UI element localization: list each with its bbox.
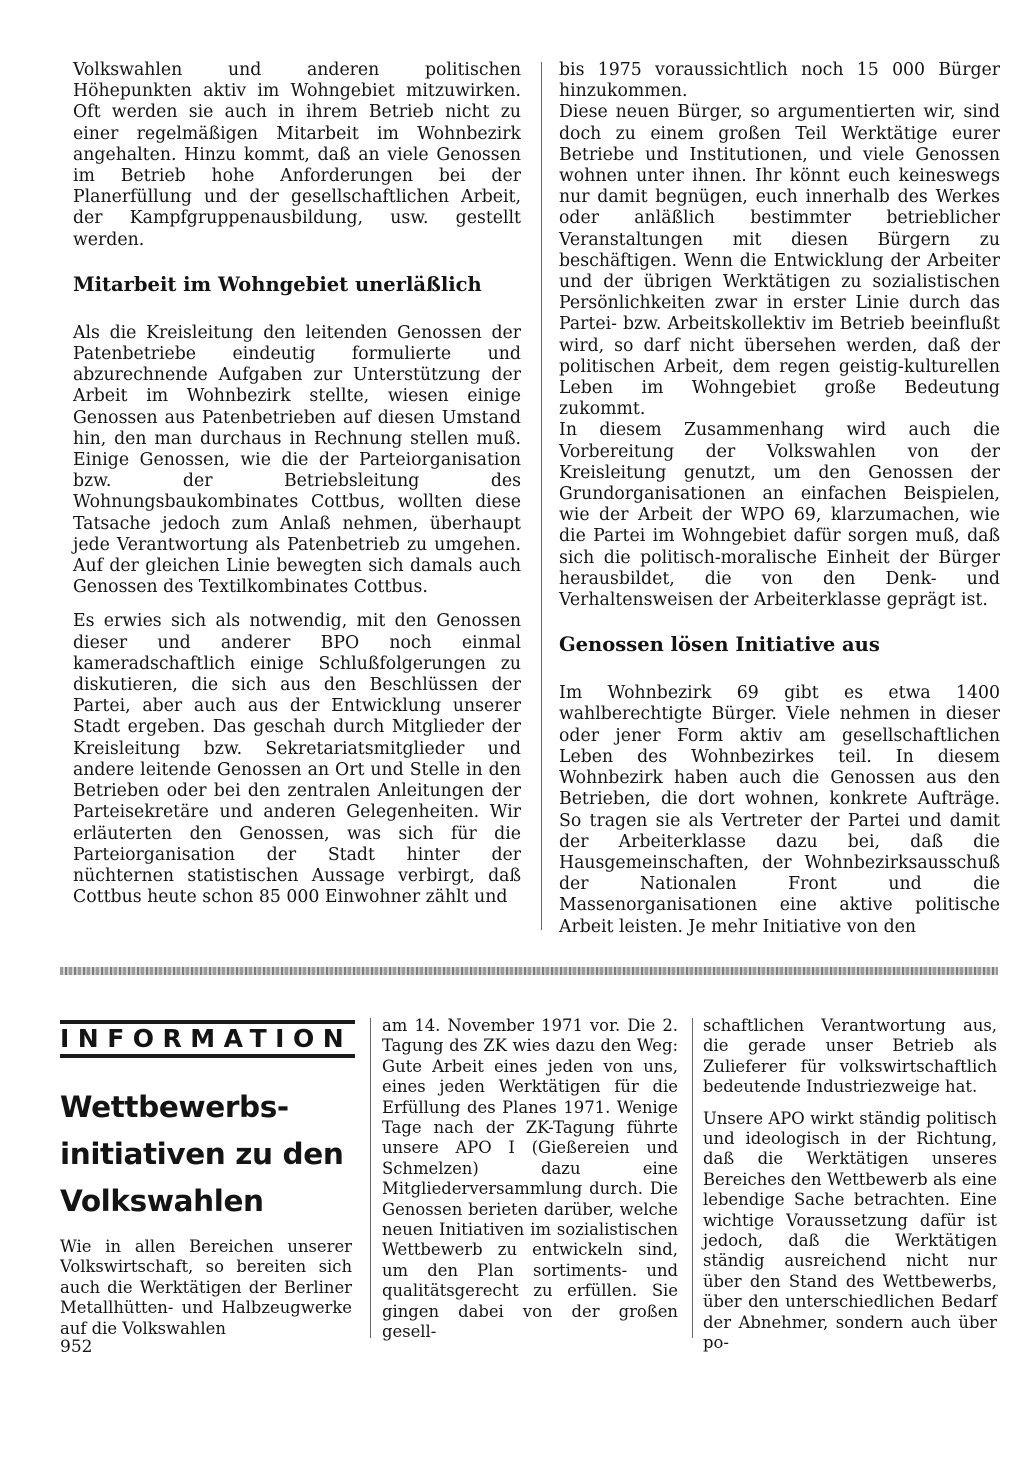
- article-left-column: [73, 60, 521, 908]
- headline-line: Volkswahlen: [60, 1184, 264, 1218]
- paragraph: bis 1975 voraussichtlich noch 15 000 Bürger hinzukommen.: [559, 60, 1000, 102]
- information-column-3: [703, 1016, 997, 1354]
- information-column-1: [60, 1237, 352, 1339]
- column-divider: [370, 1018, 371, 1338]
- paragraph: Es erwies sich als notwendig, mit den Genossen dieser und anderer BPO noch einmal kameradschaftlich einige Schlußfolgerungen zu diskutieren, die sich aus den Beschlüssen der Partei, aber auch aus der Entwicklung unserer Stadt ergeben. Das geschah durch Mitglieder der Kreisleitung bzw. Sekretariatsmitglieder und andere leitende Genossen an Ort und Stelle in den Betrieben oder bei den zentralen Anleitungen der Parteisekretäre und anderen Gelegenheiten. Wir erläuterten den Genossen, was sich für die Parteiorganisation der Stadt hinter der nüchternen statistischen Aussage verbirgt, daß Cottbus heute schon 85 000 Einwohner zählt und: [73, 611, 521, 908]
- paragraph: am 14. November 1971 vor. Die 2. Tagung des ZK wies dazu den Weg: Gute Arbeit eines jeden von uns, eines jeden Werktätigen für die Erfüllung des Planes 1971. Wenige Tage nach der ZK-Tagung führte unsere APO I (Gießereien und Schmelzen) dazu eine Mitgliederversammlung durch. Die Genossen berieten darüber, welche neuen Initiativen im sozialistischen Wettbewerb zu entwickeln sind, um den Plan sortiments- und qualitätsgerecht zu erfüllen. Sie gingen dabei von der großen gesell-: [382, 1016, 678, 1342]
- paragraph: In diesem Zusammenhang wird auch die Vorbereitung der Volkswahlen von der Kreisleitung genutzt, um den Genossen der Grundorganisationen an einfachen Beispielen, wie der Arbeit der WPO 69, klarzumachen, wie die Partei im Wohngebiet dafür sorgen muß, daß sich die politisch-moralische Einheit der Bürger herausbildet, die von den Denk- und Verhaltensweisen der Arbeiterklasse geprägt ist.: [559, 420, 1000, 611]
- headline-line: Wettbewerbs-: [60, 1090, 289, 1124]
- section-heading: Genossen lösen Initiative aus: [559, 633, 880, 657]
- article-right-column: [559, 60, 1000, 938]
- headline-line: initiativen zu den: [60, 1137, 344, 1171]
- page-number: 952: [60, 1337, 93, 1357]
- information-headline: [60, 1084, 360, 1225]
- information-column-2: [382, 1016, 678, 1343]
- paragraph: Als die Kreisleitung den leitenden Genossen der Patenbetriebe eindeutig formulierte und abzurechnende Aufgaben zur Unterstützung der Arbeit im Wohnbezirk stellte, wiesen einige Genossen aus Patenbetrieben auf diesen Umstand hin, den man durchaus in Rechnung stellen muß. Einige Genossen, wie die der Parteiorganisation bzw. der Betriebsleitung des Wohnungsbaukombinates Cottbus, wollten diese Tatsache jedoch zum Anlaß nehmen, überhaupt jede Verantwortung als Patenbetrieb zu umgehen. Auf der gleichen Linie bewegten sich damals auch Genossen des Textilkombinates Cottbus.: [73, 322, 521, 598]
- paragraph: schaftlichen Verantwortung aus, die gerade unser Betrieb als Zulieferer für volkswirtschaftlich bedeutende Industriezweige hat.: [703, 1016, 997, 1097]
- column-divider: [541, 62, 542, 930]
- paragraph: Unsere APO wirkt ständig politisch und ideologisch in der Richtung, daß die Werktätigen unseres Bereiches den Wettbewerb als eine lebendige Sache betrachten. Eine wichtige Voraussetzung dafür ist jedoch, daß die Werktätigen ständig ausreichend nicht nur über den Stand des Wettbewerbs, über den unterschiedlichen Bedarf der Abnehmer, sondern auch über po-: [703, 1108, 997, 1353]
- paragraph: Wie in allen Bereichen unserer Volkswirtschaft, so bereiten sich auch die Werktätigen der Berliner Metallhütten- und Halbzeugwerke auf die Volkswahlen: [60, 1237, 352, 1338]
- column-divider: [692, 1018, 693, 1338]
- information-label: INFORMATION: [60, 1020, 355, 1058]
- section-separator: [60, 967, 998, 975]
- section-heading: Mitarbeit im Wohngebiet unerläßlich: [73, 272, 482, 296]
- paragraph: Volkswahlen und anderen politischen Höhepunkten aktiv im Wohngebiet mitzuwirken. Oft werden sie auch in ihrem Betrieb nicht zu einer regelmäßigen Mitarbeit im Wohnbezirk angehalten. Hinzu kommt, daß an viele Genossen im Betrieb hohe Anforderungen bei der Planerfüllung und der gesellschaftlichen Arbeit, der Kampfgruppenausbildung, usw. gestellt werden.: [73, 60, 521, 250]
- paragraph: Im Wohnbezirk 69 gibt es etwa 1400 wahlberechtigte Bürger. Viele nehmen in dieser oder jener Form aktiv am gesellschaftlichen Leben des Wohnbezirkes teil. In diesem Wohnbezirk haben auch die Genossen aus den Betrieben, die dort wohnen, konkrete Aufträge. So tragen sie als Vertreter der Partei und damit der Arbeiterklasse dazu bei, daß die Hausgemeinschaften, der Wohnbezirksausschuß der Nationalen Front und die Massenorganisationen eine aktive politische Arbeit leisten. Je mehr Initiative von den: [559, 683, 1000, 937]
- paragraph: Diese neuen Bürger, so argumentierten wir, sind doch zu einem großen Teil Werktätige eurer Betriebe und Institutionen, und viele Genossen wohnen unter ihnen. Ihr könnt euch keineswegs nur damit begnügen, euch innerhalb des Werkes oder anläßlich bestimmter betrieblicher Veranstaltungen mit diesen Bürgern zu beschäftigen. Wenn die Entwicklung der Arbeiter und der übrigen Werktätigen zu sozialistischen Persönlichkeiten zwar in erster Linie durch das Partei- bzw. Arbeitskollektiv im Betrieb beeinflußt wird, so darf nicht übersehen werden, daß der politischen Arbeit, dem regen geistig-kulturellen Leben im Wohngebiet große Bedeutung zukommt.: [559, 102, 1000, 420]
